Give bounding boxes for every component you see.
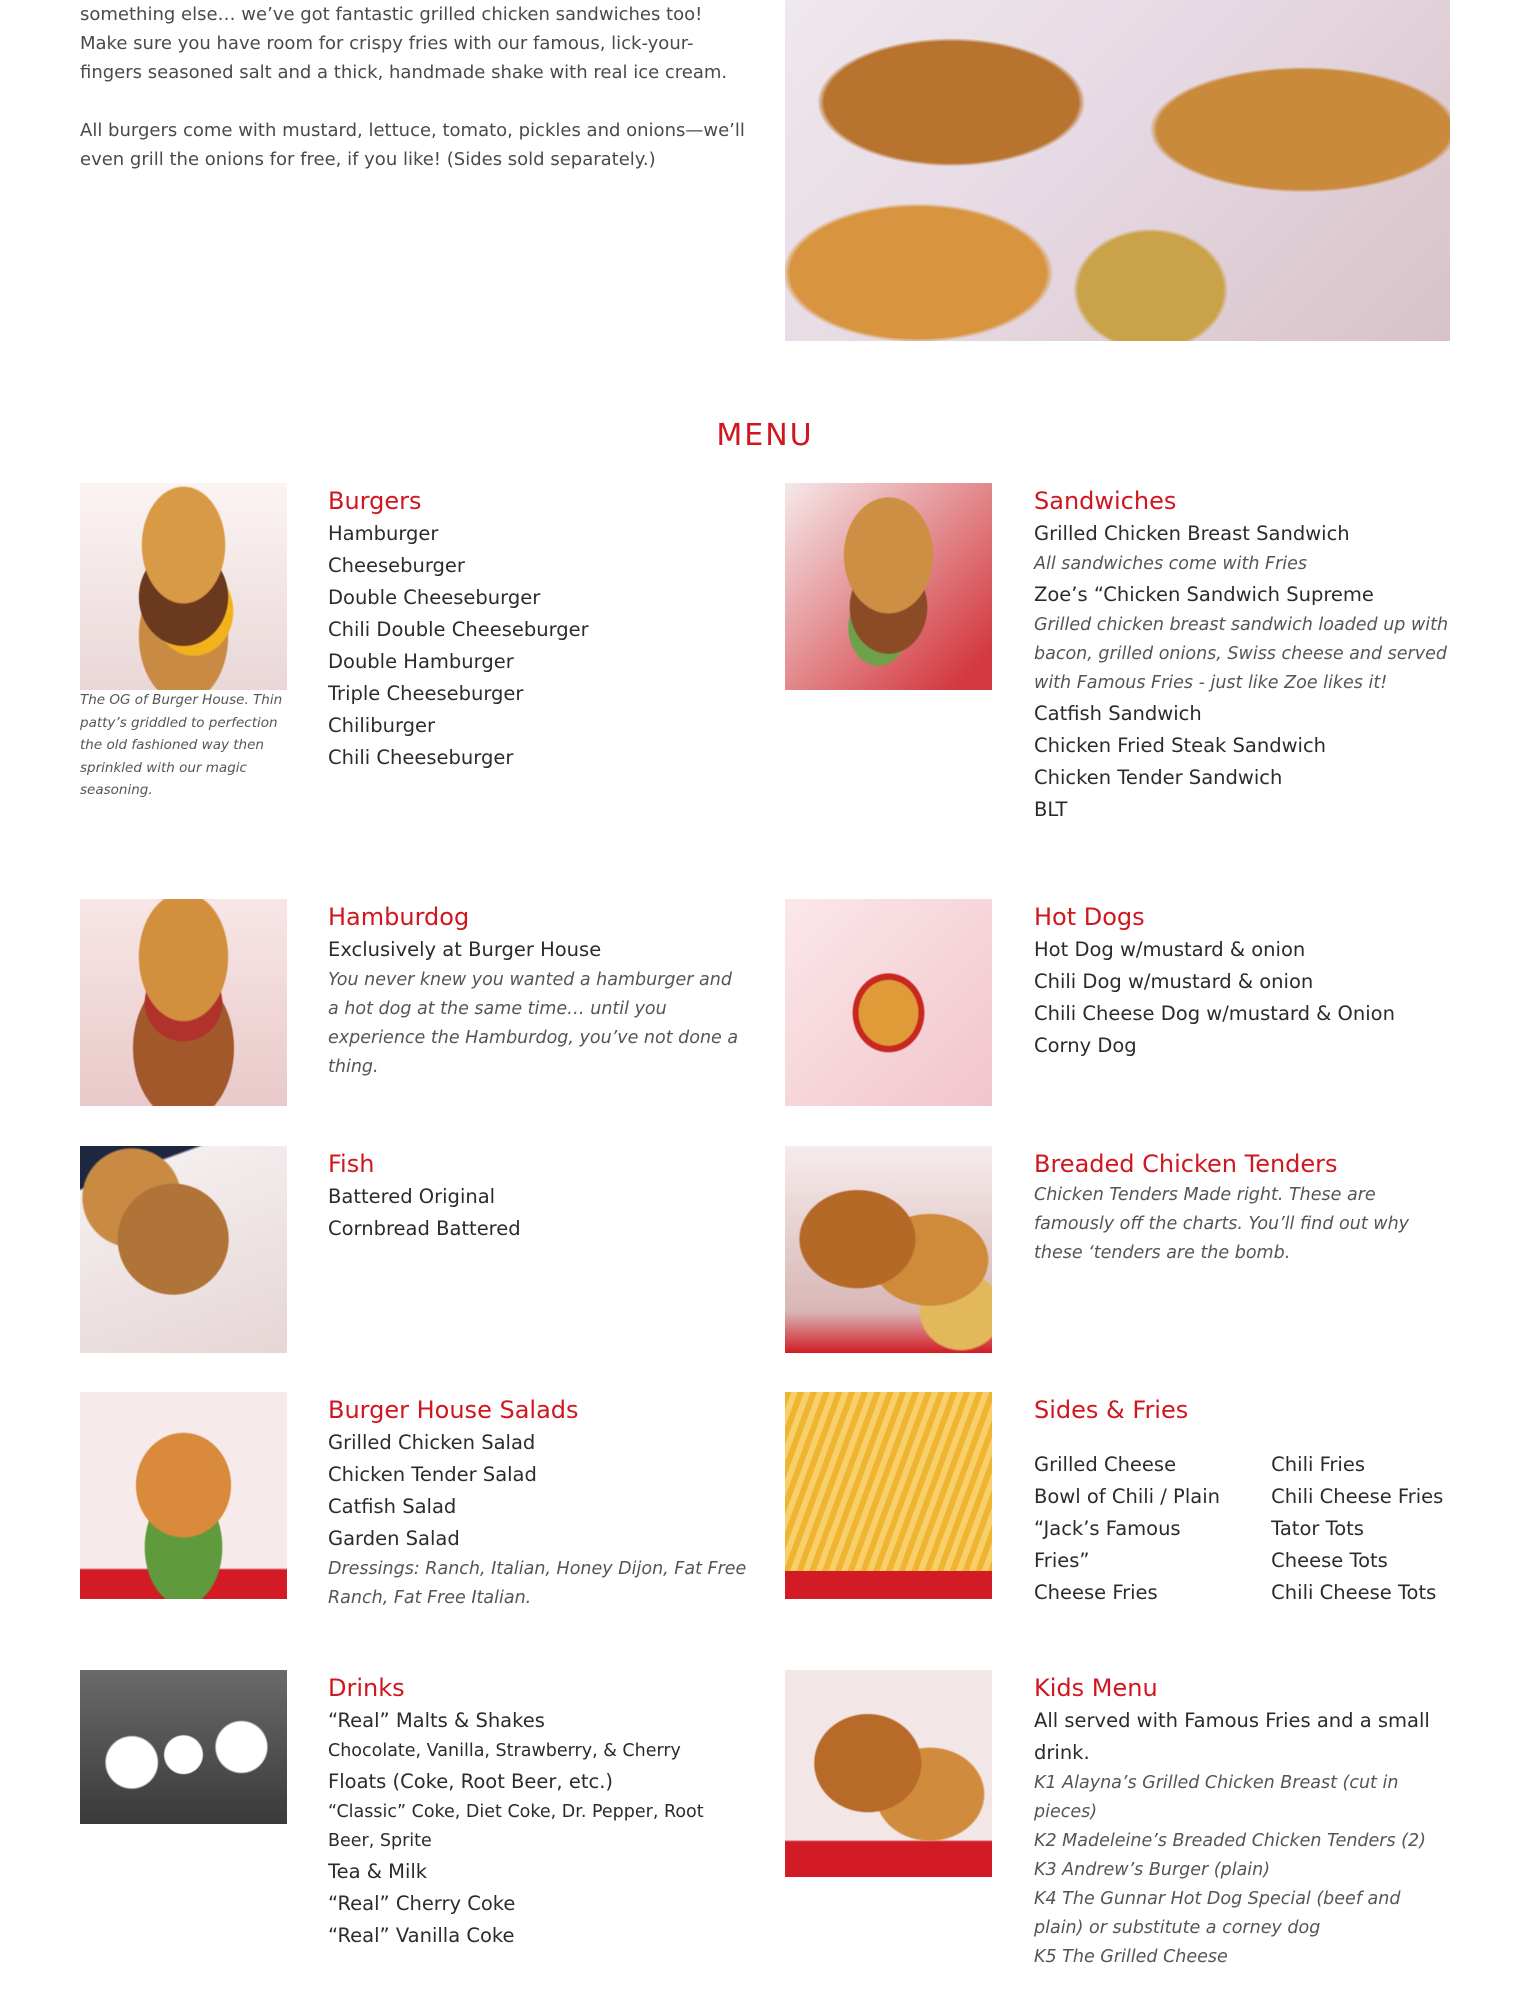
salads-title: Burger House Salads [328,1396,579,1424]
menu-item: Chili Fries [1271,1453,1365,1476]
kids-section [1034,1673,1454,1972]
hamburdog-title: Hamburdog [328,903,470,931]
menu-note: Dressings: Ranch, Italian, Honey Dijon, Fat Free Ranch, Fat Free Italian. [328,1559,747,1608]
salads-section [328,1395,748,1613]
sandwiches-section [1034,486,1454,826]
sides-title: Sides & Fries [1034,1396,1189,1424]
fish-title: Fish [328,1150,375,1178]
sides-column-2 [1271,1449,1454,1609]
menu-item: “Classic” Coke, Diet Coke, Dr. Pepper, Root Beer, Sprite [328,1802,704,1851]
menu-item: Floats (Coke, Root Beer, etc.) [328,1770,613,1793]
hotdog-photo [785,899,992,1106]
menu-item: “Real” Vanilla Coke [328,1924,515,1947]
menu-item: Cheese Tots [1271,1549,1388,1572]
menu-heading: MENU [716,418,814,453]
menu-item: Cornbread Battered [328,1217,521,1240]
menu-item: Chili Cheese Fries [1271,1485,1444,1508]
hotdogs-section [1034,902,1454,1062]
menu-item: Cheeseburger [328,554,465,577]
menu-item: “Real” Malts & Shakes [328,1709,545,1732]
menu-item: Cheese Fries [1034,1581,1158,1604]
burgers-section [328,486,748,774]
menu-item: Chicken Tender Sandwich [1034,766,1283,789]
tenders-title: Breaded Chicken Tenders [1034,1150,1338,1178]
menu-item: K3 Andrew’s Burger (plain) [1034,1860,1271,1880]
hamburdog-photo [80,899,287,1106]
fish-section [328,1149,748,1245]
kids-title: Kids Menu [1034,1674,1158,1702]
menu-item: Grilled Chicken Breast Sandwich [1034,522,1350,545]
menu-item: Chili Dog w/mustard & onion [1034,970,1314,993]
menu-item: Zoe’s “Chicken Sandwich Supreme [1034,583,1374,606]
menu-item: Hamburger [328,522,439,545]
burgers-title: Burgers [328,487,422,515]
intro-text [80,0,750,203]
menu-item: Battered Original [328,1185,496,1208]
fries-photo [785,1392,992,1599]
sides-section [1034,1395,1454,1609]
menu-item: Catfish Salad [328,1495,457,1518]
menu-item: Bowl of Chili / Plain [1034,1485,1220,1508]
menu-item: Chili Cheese Tots [1271,1581,1437,1604]
menu-item: Tator Tots [1271,1517,1364,1540]
menu-item: Exclusively at Burger House [328,938,602,961]
kids-photo [785,1670,992,1877]
drinks-section [328,1673,748,1952]
menu-item: Grilled Cheese [1034,1453,1177,1476]
menu-note: Grilled chicken breast sandwich loaded up with bacon, grilled onions, Swiss cheese and served with Famous Fries - just like Zoe likes it! [1034,615,1449,693]
drinks-title: Drinks [328,1674,405,1702]
menu-item: Chili Cheese Dog w/mustard & Onion [1034,1002,1395,1025]
menu-item: Tea & Milk [328,1860,428,1883]
drinks-photo [80,1670,287,1824]
hotdogs-title: Hot Dogs [1034,903,1145,931]
menu-item: Grilled Chicken Salad [328,1431,536,1454]
menu-description: You never knew you wanted a hamburger and a hot dog at the same time… until you experience the Hamburdog, you’ve not done a thing. [328,970,739,1077]
menu-item: Triple Cheeseburger [328,682,524,705]
burger-photo [80,483,287,690]
tenders-photo [785,1146,992,1353]
burger-caption: The OG of Burger House. Thin patty’s griddled to perfection the old fashioned way then sprinkled with our magic seasoning. [80,692,283,798]
menu-item: Hot Dog w/mustard & onion [1034,938,1306,961]
menu-item: Corny Dog [1034,1034,1137,1057]
menu-item: Catfish Sandwich [1034,702,1202,725]
menu-item: Double Cheeseburger [328,586,541,609]
menu-note: All sandwiches come with Fries [1034,554,1308,574]
salad-photo [80,1392,287,1599]
menu-description: Chicken Tenders Made right. These are famously off the charts. You’ll find out why these ‘tenders are the bomb. [1034,1185,1410,1263]
menu-item: K2 Madeleine’s Breaded Chicken Tenders (2) [1034,1831,1426,1851]
menu-item: Chili Double Cheeseburger [328,618,589,641]
menu-item: Garden Salad [328,1527,460,1550]
intro-paragraph-1: something else… we’ve got fantastic grilled chicken sandwiches too! Make sure you have room for crispy fries with our famous, lick-your-fingers seasoned salt and a thick, handmade shake with real ice cream. [80,4,728,83]
hamburdog-section [328,902,748,1082]
menu-item: Double Hamburger [328,650,514,673]
hero-burgers-photo [785,0,1450,341]
menu-item: K5 The Grilled Cheese [1034,1947,1228,1967]
menu-item: Chocolate, Vanilla, Strawberry, & Cherry [328,1741,681,1761]
menu-item: K4 The Gunnar Hot Dog Special (beef and plain) or substitute a corney dog [1034,1889,1401,1938]
menu-item: Chicken Fried Steak Sandwich [1034,734,1327,757]
sides-column-1 [1034,1449,1271,1609]
sandwiches-title: Sandwiches [1034,487,1177,515]
menu-item: Chicken Tender Salad [328,1463,537,1486]
sandwich-photo [785,483,992,690]
menu-item: BLT [1034,798,1068,821]
tenders-section [1034,1149,1454,1268]
menu-item: “Real” Cherry Coke [328,1892,516,1915]
menu-item: Chiliburger [328,714,436,737]
menu-item: “Jack’s Famous Fries” [1034,1517,1181,1572]
menu-item: All served with Famous Fries and a small drink. [1034,1709,1430,1764]
fish-photo [80,1146,287,1353]
menu-item: Chili Cheeseburger [328,746,514,769]
intro-paragraph-2: All burgers come with mustard, lettuce, tomato, pickles and onions—we’ll even grill the onions for free, if you like! (Sides sold separately.) [80,120,745,170]
menu-item: K1 Alayna’s Grilled Chicken Breast (cut in pieces) [1034,1773,1399,1822]
